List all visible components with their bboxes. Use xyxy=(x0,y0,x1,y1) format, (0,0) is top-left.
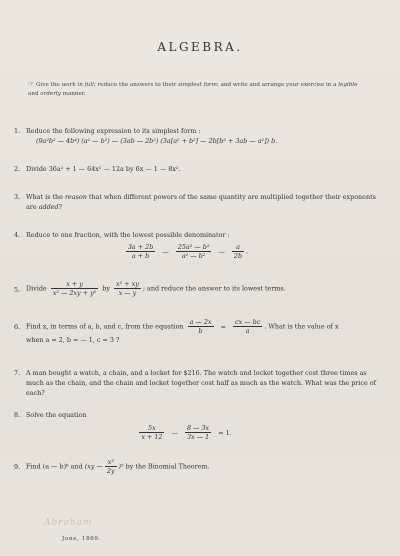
question-text: by xyxy=(102,284,110,293)
question-2 xyxy=(14,164,376,174)
question-6 xyxy=(14,318,376,345)
fraction xyxy=(105,458,117,475)
numerator: 5x xyxy=(139,424,164,433)
question-number: 6. xyxy=(14,323,21,331)
fraction xyxy=(176,243,212,260)
question-text: Find x, in terms of a, b, and c, from the equation xyxy=(26,322,184,331)
denominator: x² — 2xy + y² xyxy=(52,289,97,297)
question-number: 5. xyxy=(14,286,21,294)
question-number: 9. xyxy=(14,463,21,471)
question-1 xyxy=(14,126,376,146)
question-number: 2. xyxy=(14,165,21,173)
fraction xyxy=(233,318,262,335)
denominator: x — y xyxy=(118,289,137,297)
denominator: a + b xyxy=(131,252,150,260)
question-emphasis: added xyxy=(38,203,59,211)
operator: — xyxy=(218,247,225,256)
denominator: b xyxy=(198,327,203,335)
fraction xyxy=(188,318,214,335)
question-text: ? xyxy=(58,203,62,211)
instructions-text: ; and write and arrange your exercise in a xyxy=(216,82,339,88)
question-text: A man bought a watch, a chain, and a locket for $216. The watch and locket together cost three times as much as the chain, and the chain and locket together cost half as much as the watch. What was the price of each? xyxy=(26,369,376,397)
denominator: a xyxy=(245,327,250,335)
operator: — xyxy=(171,428,178,437)
question-text: by the Binomial Theorem. xyxy=(125,462,210,471)
question-expression: (9a²b² — 4b⁴) (a² — b²) — (3ab — 2b²) (3a[a² + b²] — 2b[b² + 3ab — a²]) b. xyxy=(36,137,278,145)
denominator: a² — b² xyxy=(181,252,206,260)
denominator: 3x — 1 xyxy=(186,433,210,441)
question-number: 7. xyxy=(14,369,21,377)
question-text: Reduce to one fraction, with the lowest possible denominator : xyxy=(26,231,230,239)
denominator: 2y xyxy=(106,467,115,475)
question-7 xyxy=(14,368,376,398)
question-number: 1. xyxy=(14,127,21,135)
operator: = xyxy=(220,322,226,331)
question-text: that when different powers of the same quantity are multiplied together their exponents are xyxy=(26,193,376,211)
question-text: ; and reduce the answer to its lowest terms. xyxy=(142,284,286,293)
numerator: x³ xyxy=(105,458,117,467)
exam-date: June, 1869. xyxy=(62,536,101,542)
denominator: x + 12 xyxy=(141,433,163,441)
pointing-hand-icon: ☞ xyxy=(28,80,35,88)
numerator: 8 — 3x xyxy=(186,424,210,432)
question-emphasis: reason xyxy=(64,193,87,201)
numerator: 3a + 2b xyxy=(127,243,154,251)
question-9 xyxy=(14,458,376,475)
expression: (xy — xyxy=(84,462,103,471)
instructions-emphasis: legible xyxy=(338,82,358,88)
operator: — xyxy=(162,247,169,256)
instructions-emphasis: simplest form xyxy=(177,82,217,88)
numerator: a xyxy=(232,243,244,252)
question-number: 4. xyxy=(14,231,21,239)
expression: )⁵ xyxy=(118,462,124,471)
question-text: Divide xyxy=(26,284,47,293)
fraction xyxy=(232,243,244,260)
fraction xyxy=(51,280,99,297)
fraction xyxy=(114,280,141,297)
question-3 xyxy=(14,192,376,212)
punctuation: . xyxy=(246,247,249,256)
question-5 xyxy=(14,280,376,297)
fraction xyxy=(185,424,211,441)
question-number: 8. xyxy=(14,411,21,419)
numerator: a — 2x xyxy=(189,318,212,326)
fraction xyxy=(139,424,164,441)
instructions-text: Give the xyxy=(34,82,62,88)
numerator: x² + xy xyxy=(116,280,139,288)
instructions-text: ; reduce the answers to their xyxy=(93,82,178,88)
numerator: x + y xyxy=(51,280,99,289)
question-text: Reduce the following expression to its simplest form : xyxy=(26,127,201,135)
instructions-emphasis: orderly xyxy=(40,91,61,97)
fraction xyxy=(126,243,155,260)
question-4 xyxy=(14,230,376,260)
question-text: . What is the value of x xyxy=(264,322,339,331)
instructions-text: manner. xyxy=(60,91,86,97)
instructions-text: and xyxy=(28,91,41,97)
question-text: Divide 36a² + 1 — 64x² — 12a by 6x — 1 — 8x². xyxy=(26,165,181,173)
instructions xyxy=(28,80,358,99)
question-text: Find (a — b)⁶ and xyxy=(26,462,83,471)
numerator: cx — bc xyxy=(234,318,261,326)
operator: = 1. xyxy=(218,428,232,437)
instructions-emphasis: work in full xyxy=(61,82,94,88)
page-title: ALGEBRA. xyxy=(157,40,243,54)
question-number: 3. xyxy=(14,193,21,201)
question-text: when a = 2, b = — 1, c = 3 ? xyxy=(26,336,120,344)
question-text: Solve the equation xyxy=(26,411,87,419)
question-text: What is the xyxy=(26,193,65,201)
handwritten-signature: Abraham xyxy=(44,518,93,528)
question-8 xyxy=(14,410,376,441)
numerator: 25a² — b² xyxy=(177,243,210,251)
denominator: 2b xyxy=(233,252,243,260)
